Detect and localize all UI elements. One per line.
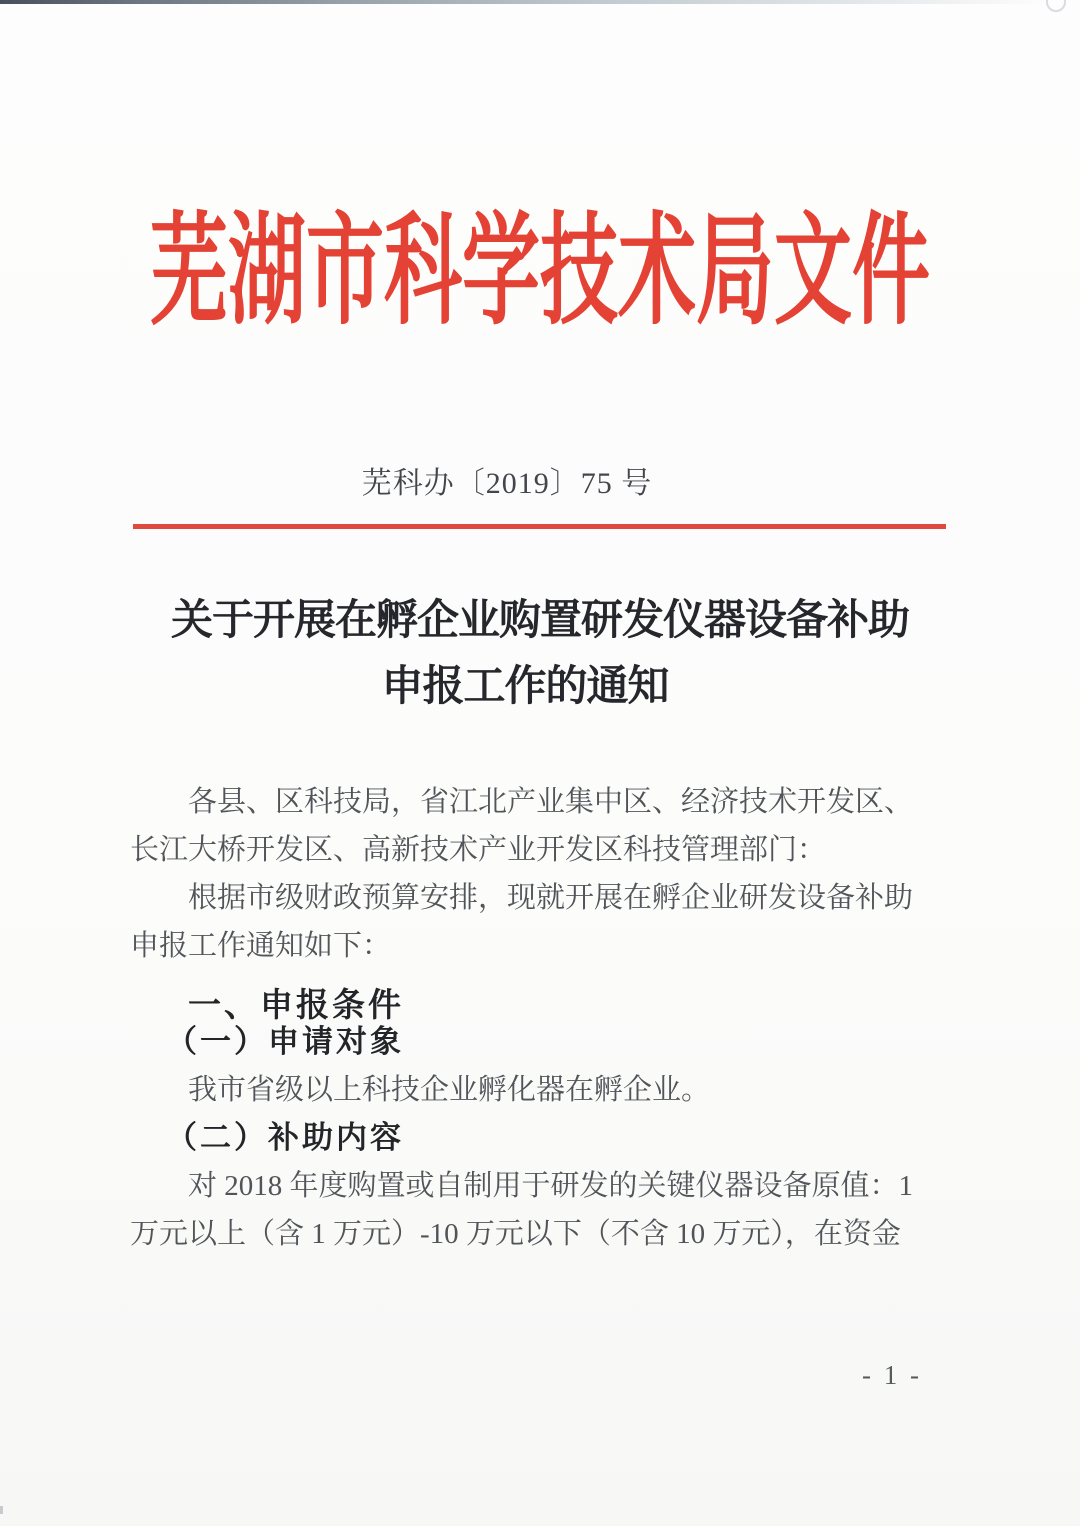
body-line-applicants: 我市省级以上科技企业孵化器在孵企业。 [188, 1074, 711, 1106]
scan-hole-artifact [1046, 0, 1066, 12]
body-line-intro-1: 根据市级财政预算安排，现就开展在孵企业研发设备补助 [188, 882, 914, 914]
agency-header-title: 芜湖市科学技术局文件 [149, 203, 930, 339]
section-heading-conditions: 一、申报条件 [188, 986, 404, 1023]
body-line-subsidy-1: 对 2018 年度购置或自制用于研发的关键仪器设备原值：1 [188, 1170, 914, 1202]
document-title-line1: 关于开展在孵企业购置研发仪器设备补助 [170, 598, 909, 644]
scan-edge-artifact [0, 0, 1080, 4]
page-number: - 1 - [862, 1360, 922, 1390]
document-title [0, 588, 1080, 720]
document-title-line2: 申报工作的通知 [381, 664, 669, 710]
body-line-recipients-1: 各县、区科技局，省江北产业集中区、经济技术开发区、 [188, 786, 914, 818]
body-line-recipients-2: 长江大桥开发区、高新技术产业开发区科技管理部门： [130, 834, 827, 866]
scan-speck-artifact [0, 1506, 3, 1514]
document-number: 芜科办〔2019〕75 号 [361, 467, 653, 500]
document-body [130, 778, 952, 1258]
subsection-heading-subsidy: （二）补助内容 [166, 1120, 404, 1155]
body-line-subsidy-2: 万元以上（含 1 万元）-10 万元以下（不含 10 万元），在资金 [130, 1218, 901, 1250]
subsection-heading-applicants: （一）申请对象 [166, 1024, 404, 1059]
red-divider-line [133, 524, 946, 529]
body-line-intro-2: 申报工作通知如下： [130, 930, 392, 962]
